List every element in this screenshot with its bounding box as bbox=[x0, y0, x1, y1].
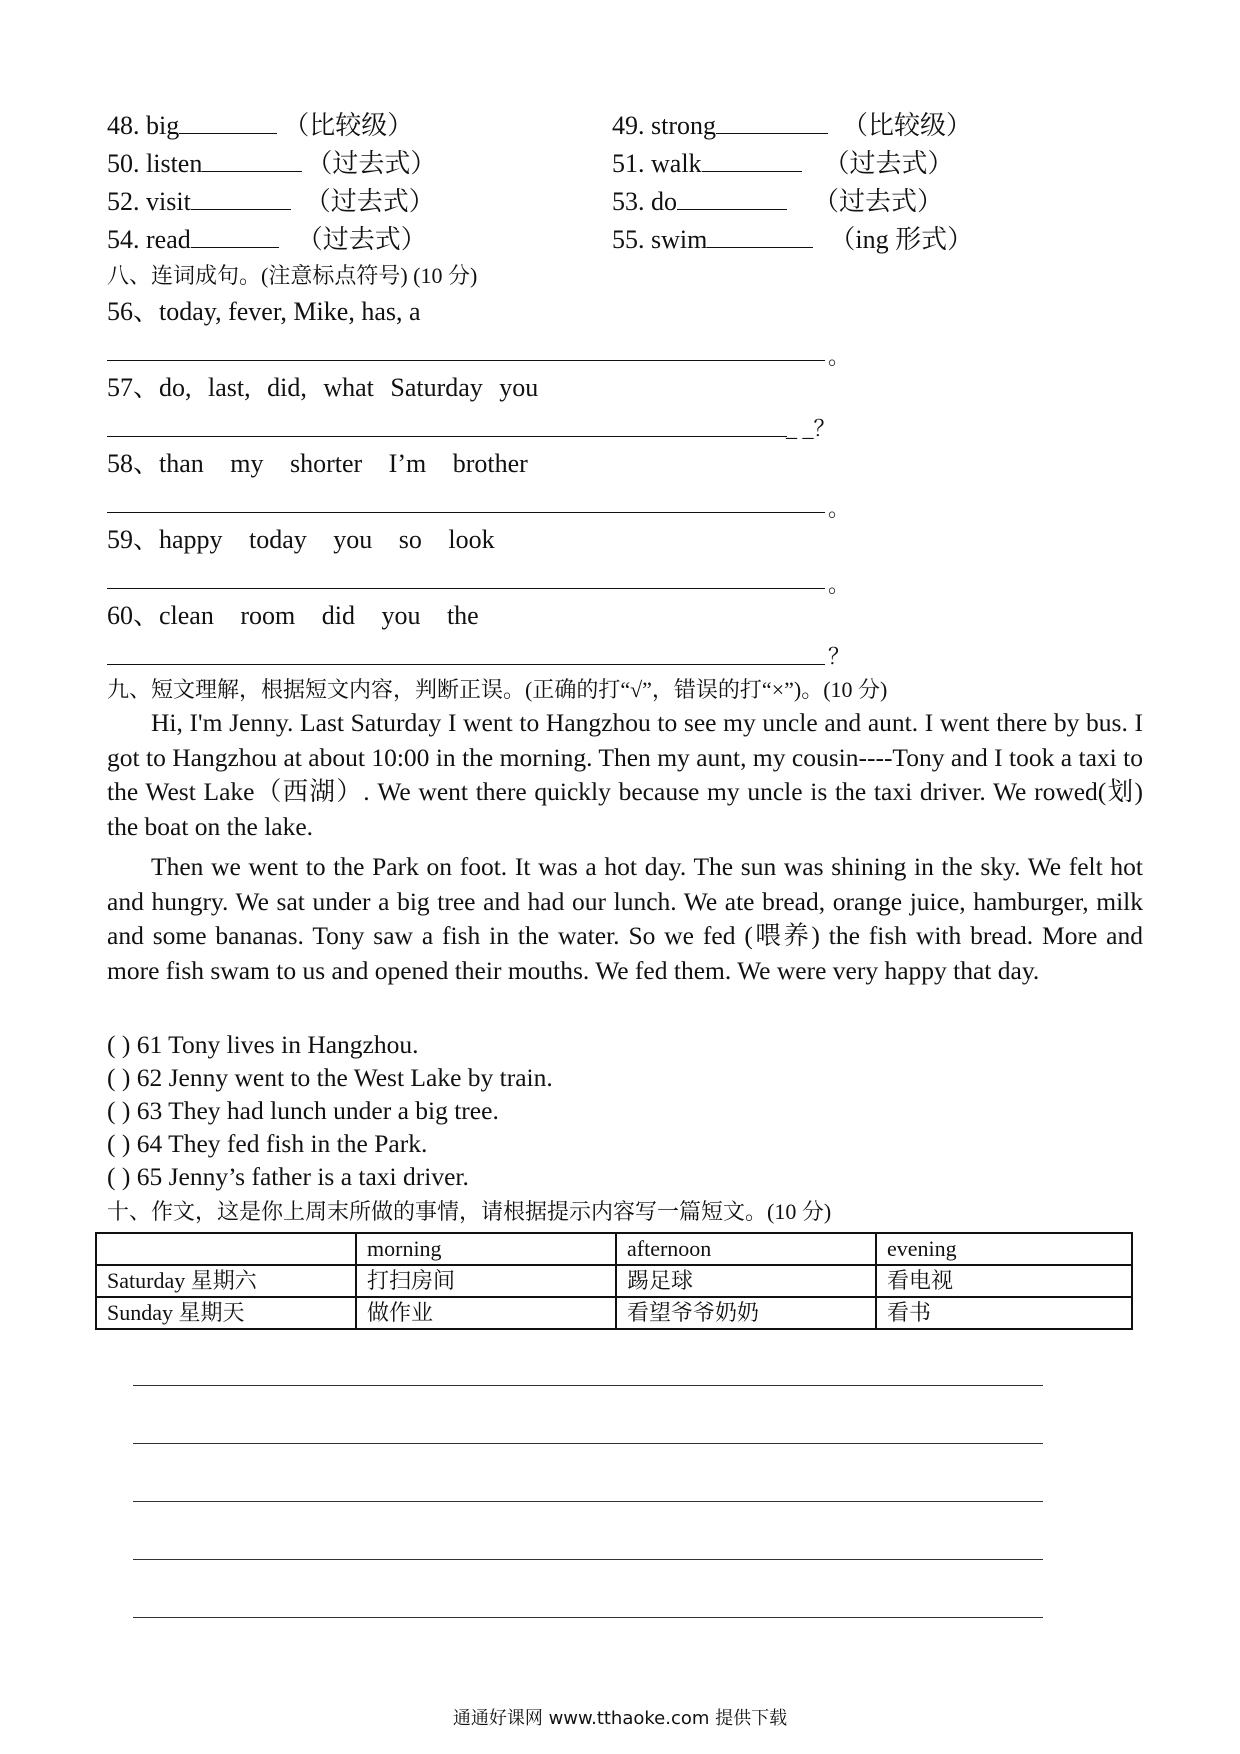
end-punctuation: 。 bbox=[828, 496, 851, 521]
true-false-question: ( ) 65 Jenny’s father is a taxi driver. bbox=[107, 1162, 469, 1191]
table-header-row bbox=[96, 1233, 1132, 1265]
end-punctuation: 。 bbox=[828, 572, 851, 597]
question-words: 57、do, last, did, what Saturday you bbox=[107, 373, 539, 402]
writing-line[interactable] bbox=[133, 1501, 1043, 1502]
writing-line[interactable] bbox=[133, 1559, 1043, 1560]
schedule-table bbox=[95, 1232, 1133, 1330]
table-cell: morning bbox=[356, 1233, 616, 1265]
true-false-question: ( ) 61 Tony lives in Hangzhou. bbox=[107, 1030, 419, 1059]
table-cell: 看书 bbox=[876, 1297, 1132, 1329]
reading-paragraph: Then we went to the Park on foot. It was a hot day. The sun was shining in the sky. We felt hot and hungry. We sat under a big tree and had our lunch. We ate bread, orange juice, hamburger, milk and some bananas. Tony saw a fish in the water. So we fed (喂养) the fish with bread. More and more fish swam to us and opened their mouths. We fed them. We were very happy that day. bbox=[107, 852, 1143, 985]
table-cell: Sunday 星期天 bbox=[96, 1297, 356, 1329]
table-cell: 看电视 bbox=[876, 1265, 1132, 1297]
section-heading: 九、短文理解，根据短文内容，判断正误。(正确的打“√”，错误的打“×”)。(10 分) bbox=[107, 677, 888, 702]
table-cell: afternoon bbox=[616, 1233, 876, 1265]
answer-line[interactable] bbox=[107, 588, 825, 589]
true-false-question: ( ) 63 They had lunch under a big tree. bbox=[107, 1096, 499, 1125]
answer-line[interactable] bbox=[107, 512, 825, 513]
vocab-item: 53. do （过去式） bbox=[612, 187, 944, 216]
question-words: 59、happy today you so look bbox=[107, 525, 495, 554]
section-heading: 八、连词成句。(注意标点符号) (10 分) bbox=[107, 263, 478, 288]
vocab-item: 54. read （过去式） bbox=[107, 225, 427, 254]
footer-credit: 通通好课网 www.tthaoke.com 提供下载 bbox=[452, 1708, 788, 1729]
end-punctuation: 。 bbox=[828, 344, 851, 369]
vocab-item: 50. listen （过去式） bbox=[107, 149, 437, 178]
question-words: 58、than my shorter I’m brother bbox=[107, 449, 528, 478]
table-cell: 做作业 bbox=[356, 1297, 616, 1329]
vocab-item: 48. big （比较级） bbox=[107, 111, 414, 140]
question-words: 56、today, fever, Mike, has, a bbox=[107, 297, 421, 326]
end-punctuation: _ _？ bbox=[786, 416, 836, 441]
table-cell: 看望爷爷奶奶 bbox=[616, 1297, 876, 1329]
answer-line[interactable] bbox=[107, 436, 787, 437]
vocab-item: 52. visit （过去式） bbox=[107, 187, 435, 216]
true-false-question: ( ) 62 Jenny went to the West Lake by train. bbox=[107, 1063, 553, 1092]
table-cell: evening bbox=[876, 1233, 1132, 1265]
table-row bbox=[96, 1265, 1132, 1297]
question-words: 60、clean room did you the bbox=[107, 601, 479, 630]
vocab-item: 55. swim （ing 形式） bbox=[612, 225, 974, 254]
vocab-item: 49. strong （比较级） bbox=[612, 111, 973, 140]
table-row bbox=[96, 1297, 1132, 1329]
writing-line[interactable] bbox=[133, 1617, 1043, 1618]
writing-line[interactable] bbox=[133, 1385, 1043, 1386]
vocab-item: 51. walk （过去式） bbox=[612, 149, 954, 178]
table-cell: Saturday 星期六 bbox=[96, 1265, 356, 1297]
end-punctuation: ？ bbox=[828, 644, 851, 669]
table-cell bbox=[96, 1233, 356, 1265]
table-cell: 踢足球 bbox=[616, 1265, 876, 1297]
answer-line[interactable] bbox=[107, 664, 825, 665]
reading-paragraph: Hi, I'm Jenny. Last Saturday I went to Hangzhou to see my uncle and aunt. I went there by bus. I got to Hangzhou at about 10:00 in the morning. Then my aunt, my cousin----Tony and I took a taxi to the West Lake（西湖）. We went there quickly because my uncle is the taxi driver. We rowed(划) the boat on the lake. bbox=[107, 708, 1143, 841]
table-cell: 打扫房间 bbox=[356, 1265, 616, 1297]
true-false-question: ( ) 64 They fed fish in the Park. bbox=[107, 1129, 428, 1158]
section-heading: 十、作文，这是你上周末所做的事情，请根据提示内容写一篇短文。(10 分) bbox=[107, 1199, 832, 1224]
answer-line[interactable] bbox=[107, 360, 825, 361]
writing-line[interactable] bbox=[133, 1443, 1043, 1444]
